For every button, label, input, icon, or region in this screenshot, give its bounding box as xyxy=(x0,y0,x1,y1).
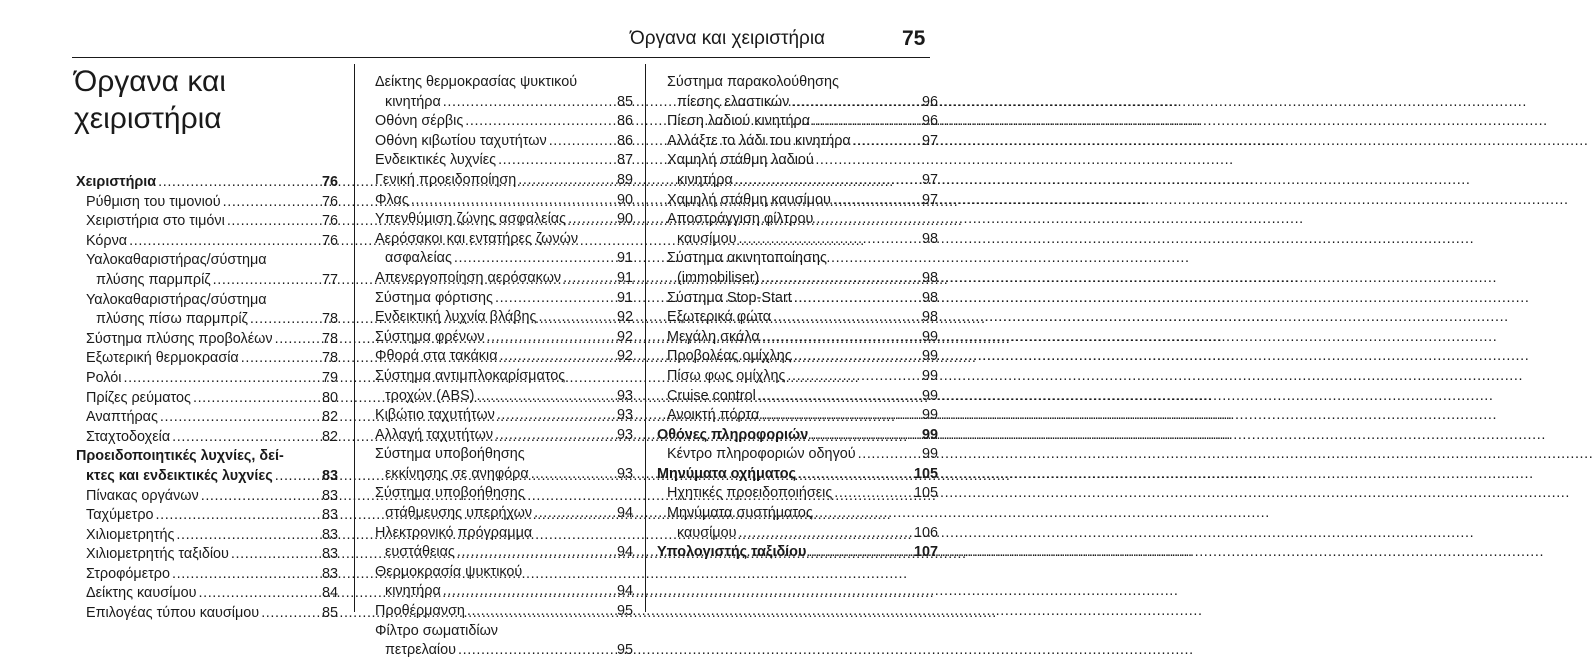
toc-entry-text: Στροφόμετρο xyxy=(86,565,170,582)
toc-entry[interactable] xyxy=(365,524,633,563)
toc-entry-text: Φθορά στα τακάκια xyxy=(375,348,498,365)
toc-entry[interactable] xyxy=(657,249,938,288)
toc-entry-text: πετρελαίου xyxy=(385,642,456,659)
toc-entry-text: Μεγάλη σκάλα xyxy=(667,328,760,345)
toc-entry-text: Cruise control xyxy=(667,387,756,404)
toc-entry-text: Προβολέας ομίχλης xyxy=(667,348,792,365)
dot-leader xyxy=(213,271,320,291)
dot-leader xyxy=(738,230,920,250)
toc-entry[interactable] xyxy=(76,369,338,389)
toc-entry[interactable] xyxy=(76,565,338,585)
toc-entry[interactable] xyxy=(365,484,633,523)
toc-entry-text: Σύστημα αντιμπλοκαρίσματος xyxy=(375,367,566,384)
toc-page-number: 76 xyxy=(321,213,338,230)
toc-entry[interactable] xyxy=(365,622,633,661)
toc-page-number: 86 xyxy=(616,113,633,130)
toc-entry-text: Σύστημα παρακολούθησης xyxy=(667,74,839,90)
dot-leader xyxy=(858,445,920,465)
toc-page-number: 91 xyxy=(616,289,633,306)
dot-leader xyxy=(458,641,615,661)
toc-entry-text: πλύσης παρμπρίζ xyxy=(96,271,211,288)
toc-entry[interactable] xyxy=(657,445,938,465)
toc-page-number: 84 xyxy=(321,585,338,602)
toc-entry-text: Φίλτρο σωματιδίων xyxy=(375,622,498,639)
dot-leader xyxy=(834,484,912,504)
dot-leader xyxy=(518,171,615,191)
toc-entry-text: Προειδοποιητικές λυχνίες, δεί- xyxy=(76,448,284,465)
toc-page-number: 107 xyxy=(913,544,938,561)
toc-section-entry[interactable] xyxy=(657,543,938,563)
toc-entry[interactable] xyxy=(76,506,338,526)
toc-page-number: 97 xyxy=(921,191,938,208)
toc-entry[interactable] xyxy=(365,112,633,132)
toc-entry-text: Οθόνη κιβωτίου ταχυτήτων xyxy=(375,132,547,149)
toc-entry[interactable] xyxy=(76,408,338,428)
toc-entry[interactable] xyxy=(76,330,338,350)
dot-leader xyxy=(773,308,920,328)
toc-page-number: 76 xyxy=(321,193,338,210)
dot-leader xyxy=(443,582,615,602)
dot-leader xyxy=(129,232,320,252)
dot-leader xyxy=(568,210,615,230)
dot-leader xyxy=(476,387,615,407)
toc-page-number: 83 xyxy=(321,507,338,524)
toc-page-number: 97 xyxy=(921,171,938,188)
dot-leader xyxy=(798,465,912,485)
toc-entry-text: Οθόνη σέρβις xyxy=(375,113,464,130)
toc-entry-text: Σύστημα Stop-Start xyxy=(667,289,792,306)
toc-page-number: 92 xyxy=(616,309,633,326)
toc-entry-text: Κέντρο πληροφοριών οδηγού xyxy=(667,446,856,463)
toc-entry-text: τροχών (ABS) xyxy=(385,387,475,404)
toc-entry-text: Ενδεικτικές λυχνίες xyxy=(375,152,497,169)
toc-page-number: 83 xyxy=(321,526,338,543)
toc-entry[interactable] xyxy=(365,445,633,484)
toc-column-2 xyxy=(365,73,633,661)
toc-entry-text: Σταχτοδοχεία xyxy=(86,428,171,445)
toc-entry-text: Γενική προειδοποίηση xyxy=(375,171,517,188)
toc-entry-text: Χιλιομετρητής ταξιδίου xyxy=(86,546,229,563)
toc-page-number: 92 xyxy=(616,348,633,365)
page-header xyxy=(0,0,960,60)
dot-leader xyxy=(465,112,615,132)
toc-page-number: 83 xyxy=(321,546,338,563)
toc-entry[interactable] xyxy=(76,212,338,232)
toc-page-number: 78 xyxy=(321,330,338,347)
toc-entry-text: Ανοικτή πόρτα xyxy=(667,407,760,424)
toc-entry[interactable] xyxy=(365,426,633,446)
dot-leader xyxy=(124,369,320,389)
toc-entry-text: κτες και ενδεικτικές λυχνίες xyxy=(86,467,273,484)
toc-entry-text: Υπενθύμιση ζώνης ασφαλείας xyxy=(375,211,567,228)
toc-page-number: 98 xyxy=(921,230,938,247)
dot-leader xyxy=(761,269,920,289)
toc-page-number: 93 xyxy=(616,426,633,443)
toc-entry[interactable] xyxy=(76,251,338,290)
toc-page-number: 87 xyxy=(616,152,633,169)
toc-entry[interactable] xyxy=(365,289,633,309)
toc-entry-text: καυσίμου xyxy=(677,524,737,541)
toc-entry-text: Πίεση λαδιού κινητήρα xyxy=(667,113,811,130)
toc-entry-text: Χειριστήρια στο τιμόνι xyxy=(86,213,225,230)
toc-entry-text: Σύστημα φρένων xyxy=(375,328,485,345)
dot-leader xyxy=(787,367,920,387)
toc-entry-text: Εξωτερική θερμοκρασία xyxy=(86,350,239,367)
toc-entry[interactable] xyxy=(657,484,938,504)
toc-page-number: 95 xyxy=(616,642,633,659)
toc-page-number: 94 xyxy=(616,505,633,522)
toc-entry-text: Πίσω φως ομίχλης xyxy=(667,367,786,384)
toc-entry[interactable] xyxy=(365,132,633,152)
toc-entry-text: Αλλάξτε το λάδι του κινητήρα xyxy=(667,132,851,149)
dot-leader xyxy=(791,93,920,113)
dot-leader xyxy=(193,389,320,409)
toc-entry[interactable] xyxy=(365,171,633,191)
toc-entry-text: εκκίνησης σε ανηφόρα xyxy=(385,465,529,482)
toc-entry-text: Ηχητικές προειδοποιήσεις xyxy=(667,485,833,502)
toc-entry-text: Φλας xyxy=(375,191,409,208)
dot-leader xyxy=(761,406,920,426)
toc-entry[interactable] xyxy=(365,563,633,602)
dot-leader xyxy=(495,426,615,446)
toc-entry[interactable] xyxy=(76,584,338,604)
toc-section-entry[interactable] xyxy=(76,173,338,193)
toc-entry-text: Δείκτης καυσίμου xyxy=(86,585,197,602)
toc-page-number: 94 xyxy=(616,544,633,561)
toc-page-number: 79 xyxy=(321,369,338,386)
toc-entry[interactable] xyxy=(76,545,338,565)
toc-entry[interactable] xyxy=(657,367,938,387)
toc-entry[interactable] xyxy=(657,73,938,112)
toc-entry[interactable] xyxy=(365,230,633,269)
dot-leader xyxy=(201,487,320,507)
toc-entry-text: Οθόνες πληροφοριών xyxy=(657,426,809,443)
toc-entry[interactable] xyxy=(657,308,938,328)
toc-page-number: 98 xyxy=(921,289,938,306)
toc-entry[interactable] xyxy=(365,210,633,230)
toc-entry-text: Επιλογέας τύπου καυσίμου xyxy=(86,605,260,622)
toc-entry-text: Εξωτερικά φώτα xyxy=(667,309,772,326)
toc-page-number: 83 xyxy=(321,487,338,504)
toc-entry-text: Θερμοκρασία ψυκτικού xyxy=(375,563,523,580)
toc-entry[interactable] xyxy=(76,291,338,330)
dot-leader xyxy=(261,604,320,624)
toc-entry-text: Αποστράγγιση φίλτρου xyxy=(667,211,814,228)
dot-leader xyxy=(794,289,920,309)
toc-page-number: 106 xyxy=(913,524,938,541)
toc-page-number: 82 xyxy=(321,409,338,426)
toc-page-number: 78 xyxy=(321,350,338,367)
dot-leader xyxy=(172,428,320,448)
toc-entry-text: Ενδεικτική λυχνία βλάβης xyxy=(375,309,537,326)
toc-entry-text: Σύστημα υποβοήθησης xyxy=(375,485,525,502)
toc-entry-text: Ταχύμετρο xyxy=(86,507,154,524)
toc-page-number: 86 xyxy=(616,132,633,149)
toc-entry-text: Μηνύματα συστήματος xyxy=(667,505,813,522)
toc-entry-text: Σύστημα ακινητοποίησης xyxy=(667,250,827,267)
dot-leader xyxy=(810,426,920,446)
dot-leader xyxy=(735,171,920,191)
toc-entry[interactable] xyxy=(657,289,938,309)
toc-entry[interactable] xyxy=(365,73,633,112)
chapter-title: Όργανα και χειριστήρια xyxy=(74,65,226,135)
dot-leader xyxy=(738,524,912,544)
toc-section-entry[interactable] xyxy=(76,447,338,486)
toc-entry[interactable] xyxy=(76,428,338,448)
toc-entry[interactable] xyxy=(657,387,938,407)
toc-entry[interactable] xyxy=(365,151,633,171)
toc-entry-text: κινητήρα xyxy=(385,583,441,600)
dot-leader xyxy=(443,93,615,113)
toc-entry[interactable] xyxy=(657,406,938,426)
dot-leader xyxy=(495,289,615,309)
toc-page-number: 83 xyxy=(321,565,338,582)
dot-leader xyxy=(241,349,320,369)
toc-page-number: 98 xyxy=(921,269,938,286)
toc-page-number: 99 xyxy=(921,407,938,424)
toc-page-number: 95 xyxy=(616,603,633,620)
toc-page-number: 85 xyxy=(321,605,338,622)
dot-leader xyxy=(531,465,615,485)
toc-page-number: 89 xyxy=(616,171,633,188)
toc-entry-text: Αναπτήρας xyxy=(86,409,158,426)
toc-entry-text: κινητήρα xyxy=(385,93,441,110)
dot-leader xyxy=(411,191,615,211)
toc-page-number: 77 xyxy=(321,271,338,288)
toc-page-number: 91 xyxy=(616,250,633,267)
toc-column-1 xyxy=(76,173,338,624)
toc-entry-text: Χαμηλή στάθμη λαδιού xyxy=(667,152,814,169)
dot-leader xyxy=(794,347,920,367)
dot-leader xyxy=(758,387,920,407)
toc-entry-text: Μηνύματα οχήματος xyxy=(657,465,796,482)
toc-entry-text: Υπολογιστής ταξιδίου xyxy=(657,544,807,561)
dot-leader xyxy=(853,132,920,152)
toc-entry-text: Χαμηλή στάθμη καυσίμου xyxy=(667,191,831,208)
toc-entry[interactable] xyxy=(365,328,633,348)
dot-leader xyxy=(250,310,320,330)
toc-entry-text: κινητήρα xyxy=(677,171,733,188)
toc-page-number: 93 xyxy=(616,465,633,482)
toc-section-entry[interactable] xyxy=(657,426,938,446)
toc-page-number: 96 xyxy=(921,113,938,130)
dot-leader xyxy=(231,545,320,565)
toc-page-number: 83 xyxy=(321,467,338,484)
toc-entry-text: Αλλαγή ταχυτήτων xyxy=(375,426,494,443)
dot-leader xyxy=(156,506,320,526)
toc-entry-text: πλύσης πίσω παρμπρίζ xyxy=(96,311,248,328)
toc-entry-text: (immobiliser) xyxy=(677,269,760,286)
dot-leader xyxy=(275,467,320,487)
toc-entry-text: Δείκτης θερμοκρασίας ψυκτικού xyxy=(375,74,578,90)
toc-entry[interactable] xyxy=(657,191,938,211)
dot-leader xyxy=(172,565,320,585)
dot-leader xyxy=(223,193,320,213)
toc-page-number: 76 xyxy=(321,232,338,249)
toc-page-number: 93 xyxy=(616,387,633,404)
toc-entry-text: Ρολόι xyxy=(86,369,122,386)
toc-page-number: 80 xyxy=(321,389,338,406)
toc-page-number: 82 xyxy=(321,428,338,445)
toc-entry-text: ασφαλείας xyxy=(385,250,452,267)
toc-page-number: 99 xyxy=(921,328,938,345)
dot-leader xyxy=(497,406,615,426)
toc-entry-text: Κόρνα xyxy=(86,232,128,249)
dot-leader xyxy=(176,526,320,546)
dot-leader xyxy=(549,132,615,152)
dot-leader xyxy=(500,347,615,367)
toc-entry[interactable] xyxy=(76,232,338,252)
toc-entry[interactable] xyxy=(657,151,938,190)
toc-entry[interactable] xyxy=(365,602,633,622)
dot-leader xyxy=(538,308,615,328)
dot-leader xyxy=(199,584,320,604)
dot-leader xyxy=(762,328,920,348)
toc-entry[interactable] xyxy=(365,347,633,367)
toc-page-number: 85 xyxy=(616,93,633,110)
header-page-number: 75 xyxy=(902,27,926,50)
toc-entry-text: Πίνακας οργάνων xyxy=(86,487,199,504)
toc-entry[interactable] xyxy=(76,389,338,409)
toc-page-number: 99 xyxy=(921,446,938,463)
toc-page-number: 91 xyxy=(616,269,633,286)
toc-entry[interactable] xyxy=(657,347,938,367)
toc-entry-text: Χιλιομετρητής xyxy=(86,526,175,543)
toc-entry[interactable] xyxy=(657,328,938,348)
toc-entry-text: Σύστημα φόρτισης xyxy=(375,289,493,306)
dot-leader xyxy=(808,543,912,563)
toc-entry[interactable] xyxy=(657,132,938,152)
toc-entry[interactable] xyxy=(76,349,338,369)
toc-entry[interactable] xyxy=(657,112,938,132)
toc-entry[interactable] xyxy=(76,487,338,507)
toc-entry[interactable] xyxy=(76,526,338,546)
toc-page-number: 78 xyxy=(321,311,338,328)
toc-entry[interactable] xyxy=(657,210,938,249)
dot-leader xyxy=(454,249,615,269)
toc-page-number: 92 xyxy=(616,328,633,345)
toc-entry-text: Σύστημα υποβοήθησης xyxy=(375,446,525,463)
toc-section-entry[interactable] xyxy=(657,465,938,485)
toc-entry-text: Προθέρμανση xyxy=(375,603,465,620)
toc-entry-text: στάθμευσης υπερήχων xyxy=(385,505,533,522)
toc-page-number: 105 xyxy=(913,465,938,482)
toc-entry[interactable] xyxy=(76,193,338,213)
toc-entry[interactable] xyxy=(365,269,633,289)
toc-column-3 xyxy=(657,73,938,563)
toc-entry-text: Απενεργοποίηση αερόσακων xyxy=(375,269,562,286)
toc-page-number: 99 xyxy=(921,367,938,384)
toc-entry-text: Σύστημα πλύσης προβολέων xyxy=(86,330,273,347)
toc-page-number: 94 xyxy=(616,583,633,600)
toc-entry-text: Ηλεκτρονικό πρόγραμμα xyxy=(375,524,533,541)
toc-entry-text: ευστάθειας xyxy=(385,544,455,561)
header-title: Όργανα και χειριστήρια xyxy=(630,28,826,49)
toc-entry-text: Αερόσακοι και εντατήρες ζωνών xyxy=(375,230,579,247)
toc-entry[interactable] xyxy=(657,504,938,543)
toc-entry-text: Χειριστήρια xyxy=(76,174,157,190)
toc-page-number: 97 xyxy=(921,132,938,149)
toc-entry-text: Υαλοκαθαριστήρας/σύστημα xyxy=(86,252,267,269)
dot-leader xyxy=(833,191,920,211)
dot-leader xyxy=(227,212,320,232)
toc-page-number: 93 xyxy=(616,407,633,424)
toc-entry-text: Κιβώτιο ταχυτήτων xyxy=(375,407,495,424)
dot-leader xyxy=(457,543,615,563)
toc-entry[interactable] xyxy=(365,308,633,328)
toc-page-number: 98 xyxy=(921,309,938,326)
toc-entry-text: πίεσης ελαστικών xyxy=(677,93,790,110)
toc-page-number: 99 xyxy=(921,387,938,404)
toc-entry[interactable] xyxy=(365,406,633,426)
dot-leader xyxy=(467,602,615,622)
dot-leader xyxy=(563,269,615,289)
dot-leader xyxy=(158,173,320,193)
toc-page-number: 76 xyxy=(321,174,338,190)
dot-leader xyxy=(534,504,615,524)
toc-entry-text: καυσίμου xyxy=(677,230,737,247)
toc-entry[interactable] xyxy=(365,191,633,211)
toc-page-number: 99 xyxy=(921,426,938,443)
toc-page-number: 105 xyxy=(913,485,938,502)
dot-leader xyxy=(498,151,615,171)
toc-page-number: 96 xyxy=(921,93,938,110)
dot-leader xyxy=(487,328,615,348)
toc-entry[interactable] xyxy=(365,367,633,406)
dot-leader xyxy=(275,330,320,350)
toc-page-number: 90 xyxy=(616,211,633,228)
header-rule xyxy=(72,57,930,58)
dot-leader xyxy=(812,112,920,132)
toc-page-number: 90 xyxy=(616,191,633,208)
toc-entry-text: Υαλοκαθαριστήρας/σύστημα xyxy=(86,291,267,308)
toc-entry-text: Πρίζες ρεύματος xyxy=(86,389,191,406)
toc-entry-text: Ρύθμιση του τιμονιού xyxy=(86,193,221,210)
dot-leader xyxy=(160,408,320,428)
toc-entry[interactable] xyxy=(76,604,338,624)
toc-page-number: 99 xyxy=(921,348,938,365)
